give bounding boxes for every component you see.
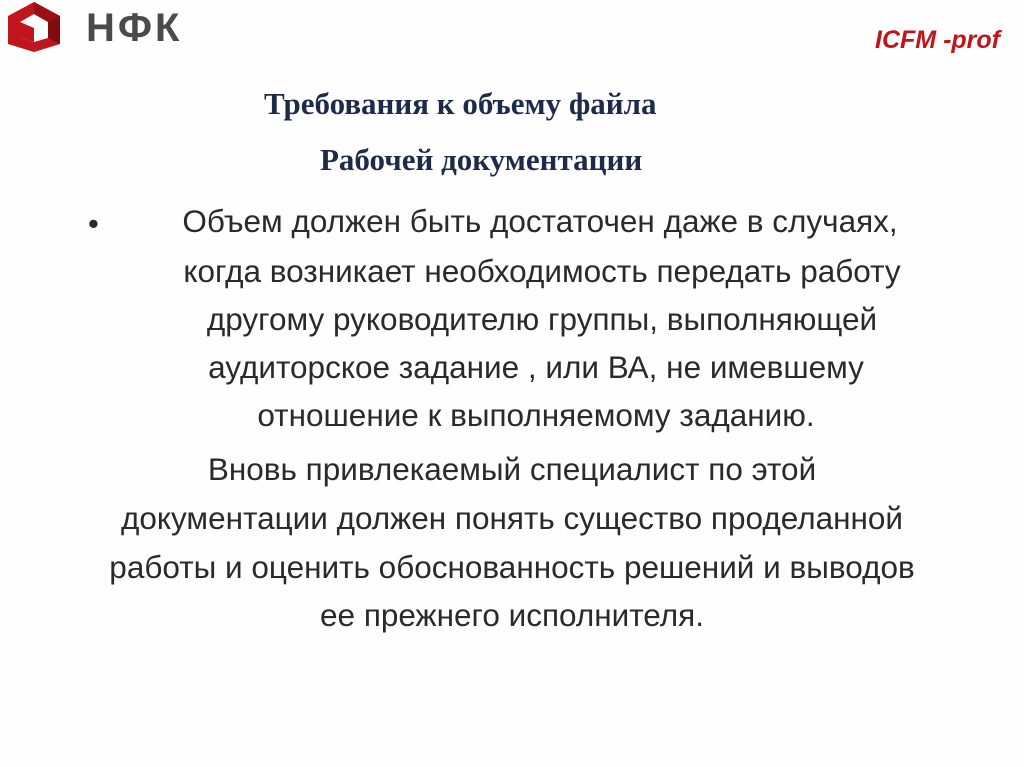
logo-mark-icon [4, 0, 64, 54]
company-logo [4, 0, 182, 54]
bullet-line-4: аудиторское задание , или ВА, не имевшему [208, 349, 864, 385]
bullet-line-2: когда возникает необходимость передать работу [183, 253, 901, 289]
bullet-line-1: Объем должен быть достаточен даже в случаях, [182, 203, 898, 239]
logo-text: НФК [86, 5, 183, 50]
slide-title-line-1: Требования к объему файла [264, 86, 657, 121]
paragraph-line-4: ее прежнего исполнителя. [320, 597, 704, 633]
slide-title-line-2: Рабочей документации [320, 142, 643, 177]
paragraph-line-1: Вновь привлекаемый специалист по этой [207, 451, 817, 487]
paragraph-line-3: работы и оценить обоснованность решений и выводов [109, 549, 915, 585]
bullet-marker: • [88, 206, 99, 241]
brand-tag: ICFM -prof [875, 26, 1000, 54]
bullet-line-3: другому руководителю группы, выполняющей [206, 301, 878, 337]
paragraph-line-2: документации должен понять существо проделанной [121, 500, 903, 536]
bullet-line-5: отношение к выполняемому заданию. [257, 397, 815, 433]
